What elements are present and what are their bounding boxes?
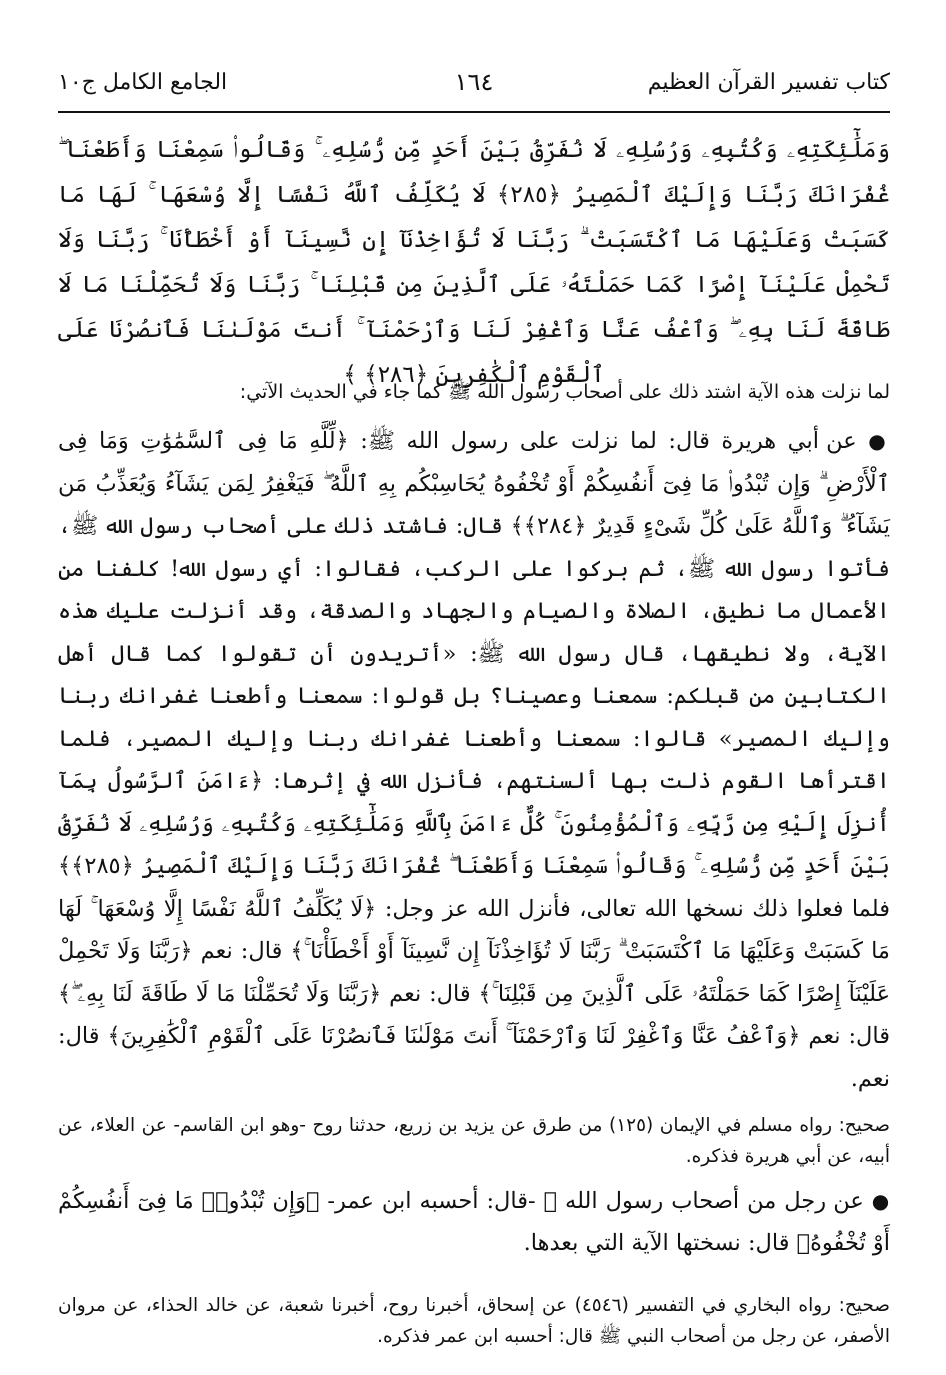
hadith-abu-hurayrah bbox=[58, 420, 890, 1100]
hadith-ibn-umar bbox=[58, 1180, 890, 1264]
bullet-icon: ● bbox=[871, 1189, 891, 1213]
takhrij-note-muslim: صحيح: رواه مسلم في الإيمان (١٢٥) من طرق عن يزيد بن زريع، حدثنا روح -وهو ابن القاسم- عن العلاء، عن أبيه، عن أبي هريرة فذكره. bbox=[58, 1115, 890, 1167]
hadith-text: عن أبي هريرة قال: لما نزلت على رسول الله ﷺ: ﴿لِّلَّهِ مَا فِى ٱلسَّمَٰوَٰتِ وَمَا فِى ٱلْأَرْضِ ۗ وَإِن تُبْدُوا۟ مَا فِىٓ أَنفُسِكُمْ أَوْ تُخْفُوهُ يُحَاسِبْكُم بِهِ ٱللَّهُ ۖ فَيَغْفِرُ لِمَن يَشَآءُ وَيُعَذِّبُ مَن يَشَآءُ ۗ وَٱللَّهُ عَلَىٰ كُلِّ شَىْءٍ قَدِيرٌ ﴿٢٨٤﴾﴾ قال: فاشتد ذلك على أصحاب رسول الله ﷺ، فأتوا رسول الله ﷺ، ثم بركوا على الركب، فقالوا: أي رسول الله! كلفنا من الأعمال ما نطيق، الصلاة والصيام والجهاد والصدقة، وقد أنزلت عليك هذه الآية، ولا نطيقها، قال رسول الله ﷺ: «أتريدون أن تقولوا كما قال أهل الكتابين من قبلكم: سمعنا وعصينا؟ بل قولوا: سمعنا وأطعنا غفرانك ربنا وإليك المصير» قالوا: سمعنا وأطعنا غفرانك ربنا وإليك المصير، فلما اقترأها القوم ذلت بها ألسنتهم، فأنزل الله في إثرها: ﴿ءَامَنَ ٱلرَّسُولُ بِمَآ أُنزِلَ إِلَيْهِ مِن رَّبِّهِۦ وَٱلْمُؤْمِنُونَ ۚ كُلٌّ ءَامَنَ بِٱللَّهِ وَمَلَٰٓئِكَتِهِۦ وَكُتُبِهِۦ وَرُسُلِهِۦ لَا نُفَرِّقُ بَيْنَ أَحَدٍ مِّن رُّسُلِهِۦ ۚ وَقَالُوا۟ سَمِعْنَا وَأَطَعْنَا ۖ غُفْرَانَكَ رَبَّنَا وَإِلَيْكَ ٱلْمَصِيرُ ﴿٢٨٥﴾﴾ فلما فعلوا ذلك نسخها الله تعالى، فأنزل الله عز وجل: ﴿لَا يُكَلِّفُ ٱللَّهُ نَفْسًا إِلَّا وُسْعَهَا ۚ لَهَا مَا كَسَبَتْ وَعَلَيْهَا مَا ٱكْتَسَبَتْ ۗ رَبَّنَا لَا تُؤَاخِذْنَآ إِن نَّسِينَآ أَوْ أَخْطَأْنَا ۚ﴾ قال: نعم ﴿رَبَّنَا وَلَا تَحْمِلْ عَلَيْنَآ إِصْرًا كَمَا حَمَلْتَهُۥ عَلَى ٱلَّذِينَ مِن قَبْلِنَا ۚ﴾ قال: نعم ﴿رَبَّنَا وَلَا تُحَمِّلْنَا مَا لَا طَاقَةَ لَنَا بِهِۦ ۖ﴾ قال: نعم ﴿وَٱعْفُ عَنَّا وَٱغْفِرْ لَنَا وَٱرْحَمْنَآ ۚ أَنتَ مَوْلَىٰنَا فَٱنصُرْنَا عَلَى ٱلْقَوْمِ ٱلْكَٰفِرِينَ﴾ قال: نعم. bbox=[58, 428, 890, 1092]
takhrij-note-bukhari: صحيح: رواه البخاري في التفسير (٤٥٤٦) عن إسحاق، أخبرنا روح، أخبرنا شعبة، عن خالد الحذاء، عن مروان الأصفر، عن رجل من أصحاب النبي ﷺ قال: أحسبه ابن عمر فذكره. bbox=[58, 1295, 890, 1347]
page-header bbox=[58, 62, 890, 102]
book-title: كتاب تفسير القرآن العظيم bbox=[647, 70, 890, 95]
quran-verses-block: وَمَلَٰٓئِكَتِهِۦ وَكُتُبِهِۦ وَرُسُلِهِۦ لَا نُفَرِّقُ بَيْنَ أَحَدٍ مِّن رُّسُلِهِۦ ۚ وَقَالُوا۟ سَمِعْنَا وَأَطَعْنَا ۖ غُفْرَانَكَ رَبَّنَا وَإِلَيْكَ ٱلْمَصِيرُ ﴿٢٨٥﴾ لَا يُكَلِّفُ ٱللَّهُ نَفْسًا إِلَّا وُسْعَهَا ۚ لَهَا مَا كَسَبَتْ وَعَلَيْهَا مَا ٱكْتَسَبَتْ ۗ رَبَّنَا لَا تُؤَاخِذْنَآ إِن نَّسِينَآ أَوْ أَخْطَأْنَا ۚ رَبَّنَا وَلَا تَحْمِلْ عَلَيْنَآ إِصْرًا كَمَا حَمَلْتَهُۥ عَلَى ٱلَّذِينَ مِن قَبْلِنَا ۚ رَبَّنَا وَلَا تُحَمِّلْنَا مَا لَا طَاقَةَ لَنَا بِهِۦ ۖ وَٱعْفُ عَنَّا وَٱغْفِرْ لَنَا وَٱرْحَمْنَآ ۚ أَنتَ مَوْلَىٰنَا فَٱنصُرْنَا عَلَى ٱلْقَوْمِ ٱلْكَٰفِرِينَ ﴿٢٨٦﴾ ﴾ bbox=[58, 137, 890, 388]
header-divider bbox=[58, 111, 890, 113]
page-number: ١٦٤ bbox=[454, 68, 494, 96]
series-title: الجامع الكامل ج١٠ bbox=[58, 70, 228, 95]
bullet-icon: ● bbox=[868, 429, 890, 453]
hadith-text: عن رجل من أصحاب رسول الله ﷺ -قال: أحسبه ابن عمر- ﴿وَإِن تُبْدُوا۟ مَا فِىٓ أَنفُسِكُمْ أَوْ تُخْفُوهُ﴾ قال: نسختها الآية التي بعدها. bbox=[58, 1188, 890, 1256]
intro-paragraph: لما نزلت هذه الآية اشتد ذلك على أصحاب رسول الله ﷺ كما جاء في الحديث الآتي: bbox=[239, 381, 890, 403]
book-page bbox=[58, 62, 890, 1352]
